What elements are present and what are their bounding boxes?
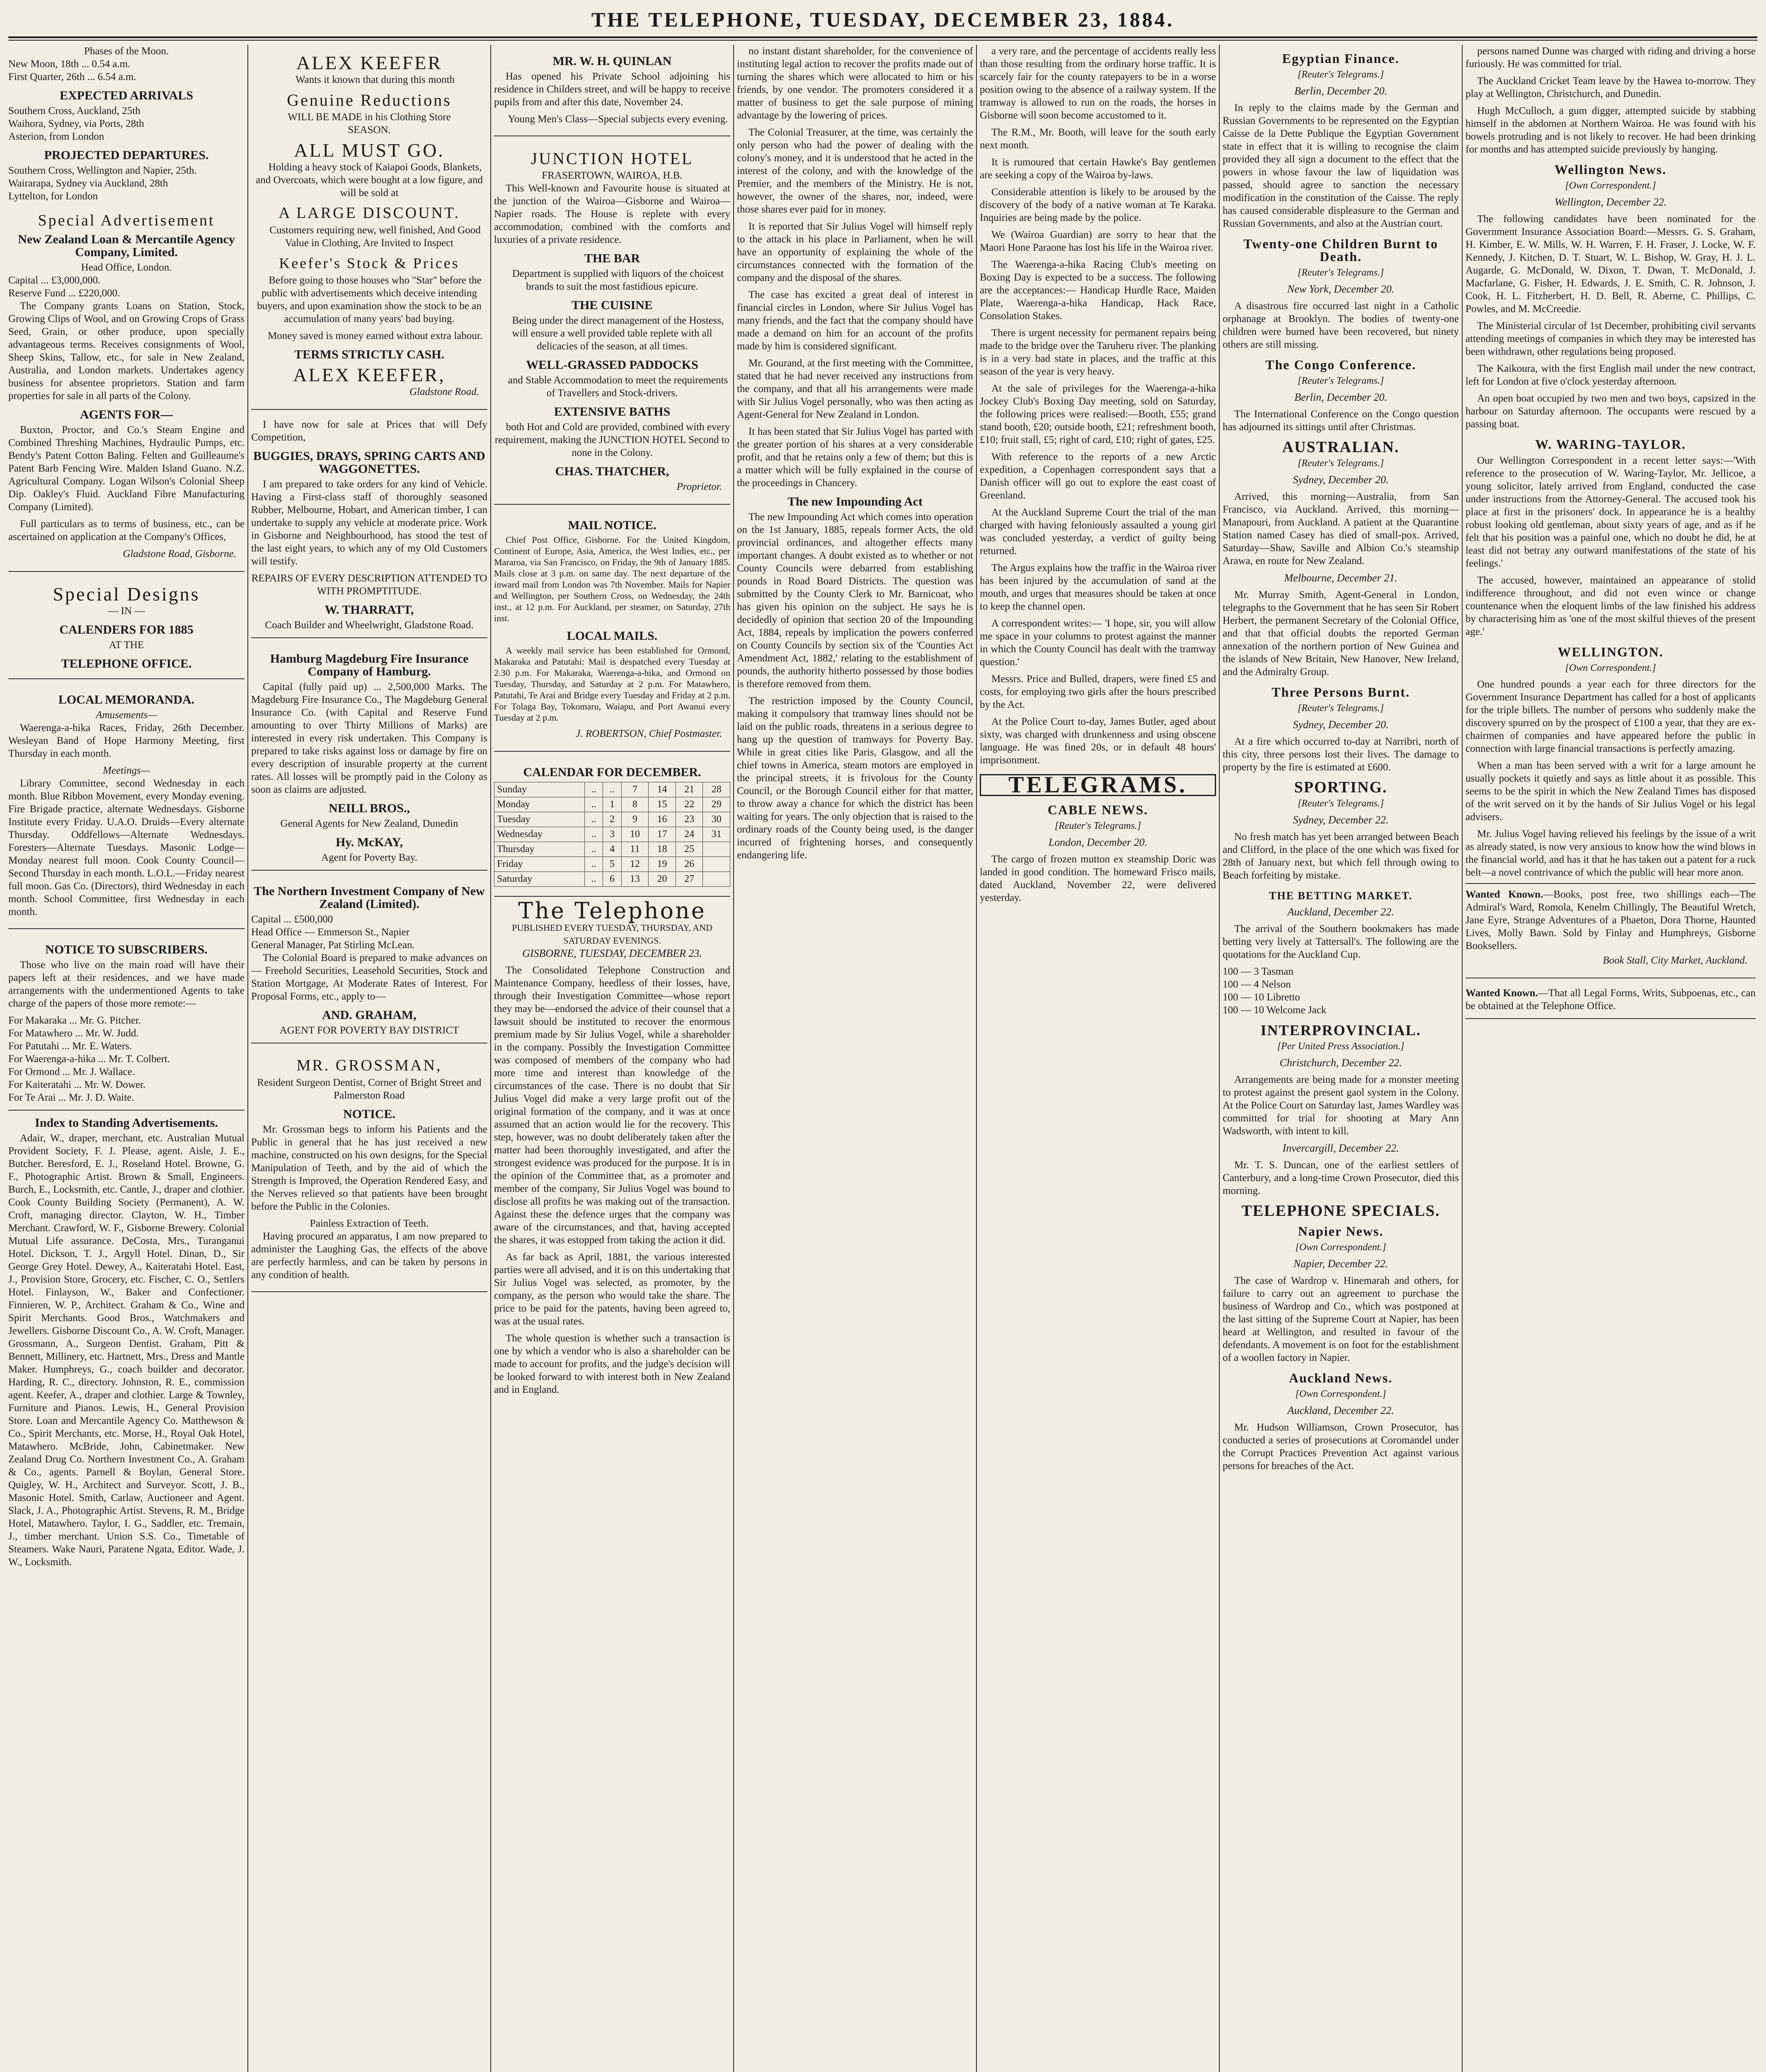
three-src: [Reuter's Telegrams.]: [1297, 703, 1384, 714]
painless-body: Having procured an apparatus, I am now prepared to administer the Laughing Gas, the effects of the above are perfectly harmless, and can be taken by persons in any condition of health.: [251, 1231, 487, 1280]
auck-date: Auckland, December 22.: [1287, 1404, 1394, 1416]
calendar-cell: ..: [585, 842, 603, 857]
article-p: The case has excited a great deal of interest in financial circles in London, where Sir Julius Vogel has many friends, and the fact that the company should have made a demand on him for an account of the profits made by him is considered significant.: [737, 289, 973, 352]
burn-body: A disastrous fire occurred last night in a Catholic orphanage at Brooklyn. The bodies of twenty-one children were burned have been recovered, but ninety others are still missing.: [1223, 300, 1459, 350]
calendar-cell: 15: [649, 797, 676, 812]
calendar-cell: ..: [585, 857, 603, 872]
egypt-title: Egyptian Finance.: [1282, 51, 1400, 66]
calendar-cell: 2: [603, 812, 621, 827]
wn-p: The following candidates have been nominated for the Government Insurance Association Board:—Messrs. G. S. Graham, H. Kimber, E. W. Mills, W. H. Warren, F. H. Fraser, J. Locke, W. F. Kennedy, J. Kitchen, D. T. Stuart, W. L. Bishop, W. Gray, H. J. L. Augarde, G. McDonald, W. Dixon, T. Dwan, T. McDonald, J. Macfarlane, G. Fisher, H. Edwards, J. E. Smith, C. R. Johnson, J. Cook, H. L. Fitzherbert, H. D. Bell, R. Aberne, C. Phillips, C. Powles, and M. McCreedie.: [1466, 213, 1756, 315]
news-p: With reference to the reports of a new Arctic expedition, a Copenhagen correspondent says that a Danish officer will go out to explore the east coast of Greenland.: [980, 451, 1216, 501]
calendar-cell: 19: [649, 857, 676, 872]
news-p: Considerable attention is likely to be aroused by the discovery of the body of a native woman at Te Karaka. Inquiries are being made by the police.: [980, 186, 1216, 223]
betting-item: 100 — 4 Nelson: [1223, 979, 1291, 990]
news-p: Hugh McCulloch, a gum digger, attempted suicide by stabbing himself in the abdomen at Northern Wairoa. He was found with his bowels protruding and is not likely to recover. He had been drinking for months and has attempted suicide previously by hanging.: [1466, 105, 1756, 155]
wt-p: The accused, however, maintained an appearance of stolid indifference throughout, and did not even wince or change countenance when the eloquent limbs of the law finished his address by characterising him as 'one of the most skilful thieves of the present age.': [1466, 575, 1756, 637]
terms: TERMS STRICTLY CASH.: [294, 348, 445, 361]
subs-body: Those who live on the main road will have their papers left at their residences, and we have made arrangements with the undermentioned Agents to take charge of the papers of those more remote:—: [8, 959, 245, 1009]
telephone-title: The Telephone: [518, 898, 706, 924]
news-p: a very rare, and the percentage of accidents really less than those resulting from the ordinary horse traffic. It is scarcely fair for the county ratepayers to be in a worse position owing to the absence of a railway system. If the tramway is allowed to run on the roads, the horses in Gisborne will soon become accustomed to it.: [980, 46, 1216, 121]
betting-date: Auckland, December 22.: [1287, 906, 1394, 918]
well-p: Mr. Julius Vogel having relieved his feelings by the issue of a writ as already stated, is now very anxious to know how the wind blows in the financial world, and has it that he has taken out a patent for a ruck belt—a novel contrivance of which the public will hear more anon.: [1466, 828, 1756, 878]
calendar-cell: ..: [585, 797, 603, 812]
article-p: The Colonial Treasurer, at the time, was certainly the only person who had the power of dealing with the colony's money, and it is understood that he acted in the interest of the colony, and with the knowledge of the Premier, and the members of the Ministry. He is not, however, the owner of the shares, nor, indeed, were those shares ever paid for in money.: [737, 127, 973, 215]
calendar-cell: 26: [676, 857, 703, 872]
column-1: [8, 45, 245, 2072]
auck-body: Mr. Hudson Williamson, Crown Prosecutor, has conducted a series of prosecutions at Coromandel under the Corrupt Practices Prevention Act against various persons for breaches of the Act.: [1223, 1422, 1459, 1472]
telephone-pub: PUBLISHED EVERY TUESDAY, THURSDAY, AND SATURDAY EVENINGS.: [512, 922, 712, 946]
mail-notice: [494, 509, 730, 752]
masthead-rule-thin: [8, 40, 1757, 41]
thatcher-role: Proprietor.: [676, 481, 722, 492]
sport-date: Sydney, December 22.: [1293, 814, 1389, 826]
inter-title: INTERPROVINCIAL.: [1260, 1022, 1421, 1038]
news-p: At the Police Court to-day, James Butler, aged about sixty, was charged with drunkenness and using obscene language. He was fined 20s, or in default 48 hours' imprisonment.: [980, 716, 1216, 766]
tharratt-role: Coach Builder and Wheelwright, Gladstone Road.: [265, 620, 474, 631]
wanted-title: Wanted Known.: [1466, 988, 1538, 999]
bar: THE BAR: [584, 252, 640, 265]
subs-agent: For Patutahi ... Mr. E. Waters.: [8, 1041, 132, 1052]
notice-body: Mr. Grossman begs to inform his Patients and the Public in general that he has just received a new machine, constructed on his own designs, for the Special Manipulation of Teeth, and by the aid of which the Strength is Improved, the Operation Rendered Easy, and the Nerves relieved so that patients have been brought before the Public in the Colonies.: [251, 1124, 487, 1212]
egypt-src: [Reuter's Telegrams.]: [1297, 69, 1384, 80]
calendar-cell: ..: [585, 782, 603, 797]
keefer-body: Wants it known that during this month: [295, 74, 455, 85]
calendar-cell: 29: [703, 797, 730, 812]
northern-body: The Colonial Board is prepared to make advances on— Freehold Securities, Leasehold Securities, Stock and Station Mortgage, At Moderate Rates of Interest. For Proposal Forms, etc., apply to—: [251, 952, 487, 1002]
memo-meet-body: Library Committee, second Wednesday in each month. Blue Ribbon Movement, every Monday evening. Fire Brigade practice, alternate Wednesdays. Gisborne Institute every Friday. U.A.O. Druids—Every alternate Thursday. Oddfellows—Alternate Wednesdays. Foresters—Alternate Tuesdays. Masonic Lodge—Monday nearest full moon. Cook County Council—Second Thursday in each month. L.O.L.—Friday nearest full moon. Gas Co. (Directors), third Wednesday in each month. School Committee, first Wednesday in each month.: [8, 778, 245, 917]
hamburg-body: Capital (fully paid up) ... 2,500,000 Marks. The Magdeburg Fire Insurance Co., The Magdeburg General Insurance Co. (with Capital and Reserve Fund amounting to over Thirty Millions of Marks) are interested in every risk undertaken. This Company is prepared to take risks against loss or damage by fire on every description of insurable property at the current rates. All losses will be promptly paid in the Colony as soon as claims are adjusted.: [251, 681, 487, 795]
news-p: persons named Dunne was charged with riding and driving a horse furiously. He was committed for trial.: [1466, 46, 1756, 70]
calendar-cell: 31: [703, 827, 730, 842]
local-mails-body: A weekly mail service has been established for Ormond, Makaraka and Patutahi: Mail is despatched every Tuesday at 2.30 p.m. For Makaraka, Waerenga-a-hika, and Ormond on Tuesday, Thursday, and Saturday at 2 p.m. For Matawhero, Patutahi, Te Arai and Bridge every Tuesday and Friday at 2 p.m. For Tolaga Bay, Tokomaru, Waiapu, and Port Awanui every Tuesday at 2 p.m.: [494, 645, 730, 723]
nz-loan-ad: [8, 203, 245, 572]
well-src: [Own Correspondent.]: [1565, 663, 1656, 673]
inverc-body: Mr. T. S. Duncan, one of the earliest settlers of Canterbury, and a long-time Crown Prosecutor, died this morning.: [1223, 1159, 1459, 1196]
column-3: [494, 45, 730, 2072]
calendar-cell: 22: [676, 797, 703, 812]
calendar-cell: 10: [621, 827, 649, 842]
stock-title: Keefer's Stock & Prices: [279, 255, 460, 271]
calendar-cell: 24: [676, 827, 703, 842]
calendar-day: Monday: [494, 797, 585, 812]
well-p: One hundred pounds a year each for three directors for the Government Insurance Department has called for a host of applicants for the triple billets. The number of persons who suddenly make the discovery spurred on by the prospect of £100 a year, that they are ex-chairmen of companies and have appeared before the public in connection with large financial transactions is perfectly amazing.: [1466, 679, 1756, 754]
inter-body: Arrangements are being made for a monster meeting to protest against the present gaol system in the Colony. At the Police Court on Saturday last, James Wardley was committed for trial for shooting at Mary Ann Wadsworth, with intent to kill.: [1223, 1074, 1459, 1137]
calendar-cell: 4: [603, 842, 621, 857]
calendar-day: Thursday: [494, 842, 585, 857]
news-p: Messrs. Price and Bulled, drapers, were fined £5 and costs, for employing two girls after the hours prescribed by the Act.: [980, 673, 1216, 710]
designs-title: Special Designs: [53, 583, 200, 605]
sport-body: No fresh match has yet been arranged between Beach and Clifford, in the place of the one which was fixed for 28th of January next, but which fell through owing to Beach forfeiting by mistake.: [1223, 831, 1459, 881]
betting-item: 100 — 10 Libretto: [1223, 992, 1300, 1003]
hamburg-title: Hamburg Magdeburg Fire Insurance Company of Hamburg.: [270, 652, 469, 678]
london-date: London, December 20.: [1048, 836, 1148, 848]
aus-date: Sydney, December 20.: [1293, 474, 1389, 486]
neill-role: General Agents for New Zealand, Dunedin: [280, 818, 458, 829]
northern-office: Head Office — Emmerson St., Napier: [251, 927, 410, 938]
calendar-cell: 17: [649, 827, 676, 842]
keefer-ad: [251, 45, 487, 410]
melb-date: Melbourne, December 21.: [1284, 572, 1398, 584]
grossman-ad: [251, 1048, 487, 1292]
northern-ad: [251, 875, 487, 1043]
calendar-day: Saturday: [494, 872, 585, 887]
calendar-cell: 7: [621, 782, 649, 797]
calendar-cell: 3: [603, 827, 621, 842]
cuisine: THE CUISINE: [572, 298, 653, 312]
keefer-title: ALEX KEEFER: [296, 52, 442, 73]
calendar-row: [494, 782, 730, 797]
news-p: It is rumoured that certain Hawke's Bay gentlemen are seeking a copy of the Wairoa by-laws.: [980, 157, 1216, 181]
keefer-made: WILL BE MADE in his Clothing Store: [288, 111, 451, 123]
calendar-cell: [703, 842, 730, 857]
calendar-cell: 16: [649, 812, 676, 827]
article-p: no instant distant shareholder, for the convenience of instituting legal action to recover the profits made out of turning the shares which were allocated to him or his friends, by one vendor. The promoters considered it a matter of business to get the sale purpose of mining advantage by the lowering of prices.: [737, 46, 973, 121]
alex-road: Gladstone Road.: [409, 386, 479, 397]
graham: AND. GRAHAM,: [322, 1008, 417, 1022]
calendar-cell: [703, 872, 730, 887]
wt-p: Our Wellington Correspondent in a recent letter says:—'With reference to the prosecution of W. Waring-Taylor, Mr. Jellicoe, a young solicitor, lately arrived from England, conducted the case under instructions from the Attorney-General. The accused took his place at first in the prisoners' dock. In appearance he is a healthy robust looking old gentleman, about sixty years of age, and as if he felt that his position was a painful one, which no doubt he did, he at least did not betray any outward manifestations of the state of his feelings.': [1466, 455, 1756, 569]
nz-loan-title: New Zealand Loan & Mercantile Agency Company, Limited.: [18, 232, 235, 259]
northern-manager: General Manager, Pat Stirling McLean.: [251, 939, 415, 951]
grossman-role: Resident Surgeon Dentist, Corner of Bright Street and Palmerston Road: [257, 1077, 482, 1101]
alex-signature: ALEX KEEFER,: [293, 364, 446, 385]
specials-title: TELEPHONE SPECIALS.: [1241, 1202, 1440, 1220]
inverc-date: Invercargill, December 22.: [1282, 1142, 1399, 1154]
memo-meet-label: Meetings—: [103, 765, 150, 776]
napier-title: Napier News.: [1298, 1224, 1384, 1239]
tharratt-ad: [251, 414, 487, 638]
junction-loc: FRASERTOWN, WAIROA, H.B.: [542, 170, 683, 181]
calendar-cell: 21: [676, 782, 703, 797]
inter-src: [Per United Press Association.]: [1277, 1041, 1405, 1052]
wn-date: Wellington, December 22.: [1554, 196, 1667, 208]
betting-item: 100 — 3 Tasman: [1223, 966, 1294, 977]
betting-list: [1223, 965, 1459, 1017]
telegrams-heading: TELEGRAMS.: [980, 774, 1216, 796]
repairs: REPAIRS OF EVERY DESCRIPTION ATTENDED TO WITH PROMPTITUDE.: [251, 573, 487, 597]
column-divider: [1219, 45, 1220, 2072]
local-mails-title: LOCAL MAILS.: [567, 629, 658, 643]
subs-title: NOTICE TO SUBSCRIBERS.: [45, 943, 208, 956]
auck-src: [Own Correspondent.]: [1295, 1389, 1386, 1399]
neill: NEILL BROS.,: [329, 801, 410, 815]
auck-title: Auckland News.: [1289, 1370, 1393, 1385]
restriction-body: The restriction imposed by the County Council, making it compulsory that tramway lines should not be laid on the public roads, threatens in a serious degree to hang up the question of tramways for Poverty Bay. While in great cities like Paris, Glasgow, and all the chief towns in America, steam motors are employed in the principal streets, it is frivolous for the County Council, or the Borough Council either for that matter, to throw away a chance for which the district has been waiting for years. The only objection that is raised to the ordinary roads of the County being used, is the danger incurred of frightening horses, and consequently endangering life.: [737, 695, 973, 861]
mckay-role: Agent for Poverty Bay.: [321, 852, 417, 863]
quinlan-note: Young Men's Class—Special subjects every evening.: [508, 114, 728, 125]
calendar-cell: ..: [585, 827, 603, 842]
napier-src: [Own Correspondent.]: [1295, 1242, 1386, 1253]
egypt-body: In reply to the claims made by the German and Russian Governments to be represented on the Egyptian Caisse de la Dette Publique the Egyptian Government state in effect that it is willing to recognise the claim provided they all sign a document to the effect that the powers in whose favour the law of liquidation was passed, should agree to sanction the necessary modification in the constitution of the Caisse. The reply has caused considerable displeasure to the German and Russian Governments, and also at the Austrian court.: [1223, 102, 1459, 229]
napier-date: Napier, December 22.: [1293, 1258, 1388, 1270]
prepared: I am prepared to take orders for any kind of Vehicle. Having a First-class staff of thoroughly seasoned Rubber, Melbourne, Hobart, and American timber, I can undertake to supply any vehicle at moderate price. Work in Gisborne and Neighbourhood, has stood the test of the last eight years, to which any of my Old Customers will testify.: [251, 479, 487, 567]
designs-office: TELEPHONE OFFICE.: [61, 657, 192, 670]
calendar-row: [494, 872, 730, 887]
wanted-body: —That all Legal Forms, Writs, Subpoenas, etc., can be obtained at the Telephone Office.: [1466, 988, 1756, 1012]
thatcher: CHAS. THATCHER,: [555, 465, 669, 478]
melb-body: Mr. Murray Smith, Agent-General in London, telegraphs to the Government that he has seen Sir Robert Herbert, the permanent Secretary of the Colonial Office, and that that official doubts the reported German annexation of the northern portion of New Guinea and the islands of New Britain, New Hanover, New Ireland, and the Admiralty Group.: [1223, 589, 1459, 678]
calendar-cell: 8: [621, 797, 649, 812]
calendar: [494, 756, 730, 897]
congo-title: The Congo Conference.: [1265, 357, 1417, 372]
telephone-date: GISBORNE, TUESDAY, DECEMBER 23.: [522, 947, 702, 959]
column-divider: [733, 45, 734, 2072]
wn-p: The Kaikoura, with the first English mail under the new contract, left for London at five o'clock yesterday afternoon.: [1466, 363, 1756, 387]
calendar-cell: 25: [676, 842, 703, 857]
aus-src: [Reuter's Telegrams.]: [1297, 458, 1384, 469]
hamburg-ad: [251, 642, 487, 871]
baths: EXTENSIVE BATHS: [554, 405, 671, 419]
northern-capital: Capital ... £500,000: [251, 914, 333, 925]
article-p: It has been stated that Sir Julius Vogel has parted with the greater portion of his shares at a very considerable profit, and that he retains only a few of them; but this is a matter which will be fully explained in the course of the proceedings in Chancery.: [737, 426, 973, 489]
column-6: [1223, 45, 1459, 2072]
customers: Customers requiring new, well finished, And Good Value in Clothing, Are Invited to Inspect: [269, 225, 481, 249]
news-p: The R.M., Mr. Booth, will leave for the south early next month.: [980, 127, 1216, 151]
well-p: When a man has been served with a writ for a large amount he usually pockets it quietly and says as little about it as possible. This seems to be the spirit in which the New Zealand Times has disposed of the writ served on it by the hands of Sir Julius Vogel or his legal advisers.: [1466, 760, 1756, 823]
nz-loan-capital: Capital ... £3,000,000.: [8, 275, 101, 286]
news-p: At the Auckland Supreme Court the trial of the man charged with having feloniously assaulted a young girl was concluded yesterday, a verdict of guilty being returned.: [980, 507, 1216, 557]
reuters-src: [Reuter's Telegrams.]: [1054, 821, 1141, 831]
article-p: Mr. Gourand, at the first meeting with the Committee, stated that he had never received any instructions from the company, and that all his arrangements were made with Sir Julius Vogel personally, who was then acting as Agent-General for New Zealand in London.: [737, 358, 973, 420]
article-p: It is reported that Sir Julius Vogel will himself reply to the attack in his place in Parliament, when he will have an opportunity of explaining the whole of the circumstances connected with the formation of the company and the disposal of the shares.: [737, 221, 973, 283]
paddocks-body: and Stable Accommodation to meet the requirements of Travellers and Stock-drivers.: [508, 375, 728, 399]
expected-item: Southern Cross, Auckland, 25th: [8, 105, 141, 116]
calendar-title: CALENDAR FOR DECEMBER.: [523, 765, 701, 779]
wanted-ad: [1466, 983, 1756, 1019]
mail-title: MAIL NOTICE.: [568, 518, 656, 532]
calendar-cell: 5: [603, 857, 621, 872]
news-p: We (Wairoa Guardian) are sorry to hear that the Maori Hone Paraone has lost his life in the Wairoa river.: [980, 229, 1216, 253]
calendar-day: Sunday: [494, 782, 585, 797]
quinlan-body: Has opened his Private School adjoining his residence in Childers street, and will be happy to receive pupils from and after this date, November 24.: [494, 71, 730, 108]
calendar-cell: 23: [676, 812, 703, 827]
wn-p: An open boat occupied by two men and two boys, capsized in the harbour on Saturday afternoon. The occupants were rescued by a passing boat.: [1466, 393, 1756, 430]
mckay: Hy. McKAY,: [336, 835, 403, 849]
column-divider: [1462, 45, 1463, 2072]
paddocks: WELL-GRASSED PADDOCKS: [526, 358, 698, 372]
calendar-cell: 13: [621, 872, 649, 887]
memo-amuse-body: Waerenga-a-hika Races, Friday, 26th December. Wesleyan Band of Hope Harmony Meeting, first Thursday in each month.: [8, 722, 245, 759]
tharratt: W. THARRATT,: [325, 603, 414, 617]
junction-title: JUNCTION HOTEL: [531, 149, 694, 168]
subs-agent: For Ormond ... Mr. J. Wallace.: [8, 1066, 135, 1077]
news-p: The Argus explains how the traffic in the Wairoa river has been injured by the accumulation of sand at the mouth, and urges that measures should be taken at once to keep the channel open.: [980, 562, 1216, 612]
subs-agent: For Makaraka ... Mr. G. Pitcher.: [8, 1015, 141, 1026]
subs-agent: For Te Arai ... Mr. J. D. Waite.: [8, 1092, 134, 1103]
column-5: [980, 45, 1216, 2072]
calendar-cell: ..: [585, 812, 603, 827]
nz-loan-office: Head Office, London.: [81, 262, 172, 273]
betting-item: 100 — 10 Welcome Jack: [1223, 1005, 1327, 1016]
expected-item: Waihora, Sydney, via Ports, 28th: [8, 118, 144, 129]
index-body: Adair, W., draper, merchant, etc. Australian Mutual Provident Society, F. J. Please, agent. Aisle, J. E., Butcher. Beresford, E. J., Roseland Hotel. Browne, G. F., Photographic Artist. Brown & Small, Engineers. Burch, E., Locksmith, etc. Cantle, J., draper and clothier. Cook County Building Society (Permanent), A. W. Croft, managing director. Clayton, W. H., Timber Merchant. Crawford, W. F., Gisborne Brewery. Colonial Mutual Life assurance. DeCosta, Mrs., Turanganui Hotel. Dickson, T. J., Argyll Hotel. Dinan, D., Sir George Grey Hotel. Dewey, A., Kaiteratahi Hotel. East, J., Provision Store, Grocery, etc. Fischer, C. O., Settlers Hotel. Finlayson, W., Baker and Confectioner. Finnieren, W. P., Architect. Graham & Co., Wine and Spirit Merchants. Good Bros., Watchmakers and Jewellers. Gisborne Discount Co., A. W. Croft, Manager. Grossmann, A., Surgeon Dentist. Graham, Pitt & Bennett, Millinery, etc. Hartnett, Mrs., Dress and Mantle Maker. Humphreys, G., coach builder and decorator. Harding, R. C., directory. Johnston, R. E., commission agent. Keefer, A., draper and clothier. Large & Townley, Furniture and Pianos. Lewis, H., General Provision Store. Loan and Mercantile Agency Co. Matthewson & Co., Spirit Merchants, etc. Morse, H., Royal Oak Hotel, Matawhero. McBride, John, Cabinetmaker. New Zealand Drug Co. Northern Investment Co., A. Graham & Co., agents. Parnell & Boylan, General Store. Quigley, W. H., Architect and Surveyor. Scott, J. B., Masonic Hotel. Smith, Carlaw, Auctioneer and Agent. Slack, J. A., Photographic Artist. Stevens, R. M., Bridge Hotel, Matawhero. Taylor, I. G., Saddler, etc. Tremain, J., timber merchant. Union S.S. Co., Timetable of Steamers. Wake Nauri, Paratene Ngata, Editor. Wade, J. W., Locksmith.: [8, 1133, 245, 1568]
wn-title: Wellington News.: [1554, 162, 1667, 177]
calendar-day: Wednesday: [494, 827, 585, 842]
nz-loan-reserve: Reserve Fund ... £220,000.: [8, 288, 120, 299]
column-4: [737, 45, 973, 2072]
calendar-day: Tuesday: [494, 812, 585, 827]
subs-agent: For Matawhero ... Mr. W. Judd.: [8, 1028, 139, 1039]
wanted-title: Wanted Known.: [1466, 889, 1543, 900]
congo-body: The International Conference on the Congo question has adjourned its sittings until after Christmas.: [1223, 409, 1459, 433]
painless: Painless Extraction of Teeth.: [310, 1218, 429, 1229]
bar-body: Department is supplied with liquors of the choicest brands to suit the most fastidious epicure.: [512, 268, 724, 292]
subs-agent: For Waerenga-a-hika ... Mr. T. Colbert.: [8, 1053, 170, 1065]
burn-date: New York, December 20.: [1287, 283, 1395, 295]
calendar-cell: 18: [649, 842, 676, 857]
graham-role: AGENT FOR POVERTY BAY DISTRICT: [279, 1025, 459, 1036]
masthead-rule: [8, 36, 1757, 38]
column-7: [1466, 45, 1756, 2072]
napier-body: The case of Wardrop v. Hinemarah and others, for failure to carry out an agreement to purchase the business of Wardrop and Co., which was postponed at the last sitting of the Supreme Court at Napier, has been heard at Wellington, and resulted in favour of the defendants. A movement is on foot for the establishment of a woollen factory in Napier.: [1223, 1275, 1459, 1363]
calendar-cell: 30: [703, 812, 730, 827]
calendar-cell: 9: [621, 812, 649, 827]
northern-title: The Northern Investment Company of New Zealand (Limited).: [254, 884, 485, 911]
column-2: [251, 45, 487, 2072]
expected-title: EXPECTED ARRIVALS: [59, 89, 194, 102]
memo-amuse-label: Amusements—: [96, 709, 157, 721]
all-body: Holding a heavy stock of Kaiapoi Goods, Blankets, and Overcoats, which were bought at a low figure, and will be sold at: [256, 162, 483, 198]
nz-loan-footer: Full particulars as to terms of business, etc., can be ascertained on application at the Company's Offices,: [8, 518, 245, 542]
projected-item: Wairarapa, Sydney via Auckland, 28th: [8, 178, 168, 189]
memoranda: [8, 683, 245, 929]
keefer-genuine: Genuine Reductions: [287, 91, 452, 109]
all-must-go: ALL MUST GO.: [294, 140, 445, 161]
column-divider: [247, 45, 248, 2072]
nz-loan-body: The Company grants Loans on Station, Stock, Growing Clips of Wool, and on Growing Crops of Grass Seed, Grain, or other produce, upon specially advantageous terms. Receives consignments of Wool, Sheep Skins, Tallow, etc., for sale in New Zealand, Australia, and London markets. Undertakes agency business for absentee proprietors. Station and farm properties for sale in all parts of the Colony.: [8, 300, 245, 402]
betting-title: THE BETTING MARKET.: [1269, 890, 1412, 902]
wn-p: The Ministerial circular of 1st December, prohibiting civil servants attending meetings of companies in which they may be interested has been withdrawn, other regulations being proposed.: [1466, 320, 1756, 357]
column-divider: [976, 45, 977, 2072]
stock-body: Before going to those houses who "Star" before the public with advertisements which deceive intending buyers, and upon examination show the stock to be an accumulation of many years' bad buying.: [257, 275, 482, 324]
calendar-cell: 27: [676, 872, 703, 887]
three-date: Sydney, December 20.: [1293, 719, 1389, 731]
calendar-cell: ..: [585, 872, 603, 887]
money-saved: Money saved is money earned without extra labour.: [268, 330, 482, 341]
aus-title: AUSTRALIAN.: [1282, 438, 1400, 456]
index-title: Index to Standing Advertisements.: [35, 1116, 218, 1130]
three-body: At a fire which occurred to-day at Narribri, north of this city, three persons lost their lives. The damage to property by the fire is estimated at £600.: [1223, 736, 1459, 773]
betting-body: The arrival of the Southern bookmakers has made betting very lively at Tattersall's. The following are the quotations for the Auckland Cup.: [1223, 923, 1459, 960]
junction-ad: [494, 140, 730, 505]
leader-p2: As far back as April, 1881, the various interested parties were all advised, and it is on this undertaking that Sir Julius Vogel was selected, as promoter, by the company, as the person who would take the share. The price to be paid for the patents, having been agreed to, was at the usual rates.: [494, 1251, 730, 1327]
calendar-cell: [703, 857, 730, 872]
news-p: At the sale of privileges for the Waerenga-a-hika Jockey Club's Boxing Day meeting, sold on Saturday, the following prices were realised:—Booth, £55; grand stand booth, £20; outside booth, £21; refreshment booth, £10; fruit stall, £5; right of card, £10; right of gates, £25.: [980, 383, 1216, 445]
projected-item: Lyttelton, for London: [8, 191, 98, 202]
sport-title: SPORTING.: [1294, 779, 1388, 796]
masthead: THE TELEPHONE, TUESDAY, DECEMBER 23, 1884.: [591, 8, 1175, 31]
wanted-body: —Books, post free, two shillings each—The Admiral's Ward, Romola, Kenelm Chillingly, The Beautiful Wretch, Jane Eyre, Strange Adventures of a Phaeton, Dora Thorne, Haunted Lives, Molly Bawn. Sold by Finlay and Humphreys, Gisborne Booksellers.: [1466, 889, 1756, 951]
subs-agent: For Kaiteratahi ... Mr. W. Dower.: [8, 1079, 146, 1090]
projected-title: PROJECTED DEPARTURES.: [44, 148, 209, 162]
news-p: There is urgent necessity for permanent repairs being made to the bridge over the Taruheru river. The planking is in a very bad state in places, and the traffic at this season of the year is very heavy.: [980, 327, 1216, 377]
keefer-season: SEASON.: [348, 124, 391, 136]
calendar-cell: 14: [649, 782, 676, 797]
notice-title: NOTICE.: [343, 1107, 395, 1121]
designs-in: — IN —: [108, 605, 145, 617]
moon-title: Phases of the Moon.: [84, 46, 169, 57]
leader-p1: The Consolidated Telephone Construction and Maintenance Company, heedless of their losses, have, through their Investigation Committee—whose report they may be—endorsed the advice of their counsel that a lawsuit should be instituted to recover the enormous premium made by Sir Julius Vogel, while a shareholder in the company. Possibly the Investigation Committee was composed of members of the company who had more time and interest than knowledge of the circumstances of the case. There is no doubt that Sir Julius Vogel did make a very large profit out of the original formation of the company, and it was at once assumed that an action would lie for the recovery. This step, however, was no doubt deliberately taken after the matter had been thoroughly investigated, and after the strongest evidence was produced for the purpose. It is in the opinion of the Committee that, as a promoter and member of the company, Sir Julius Vogel was bound to disclose all profits he was making out of the transaction. Against these the defence urges that the company was aware of the circumstances, and that, having accepted the shares, it was estopped from taking the action it did.: [494, 965, 730, 1246]
wn-src: [Own Correspondent.]: [1565, 180, 1656, 191]
calendar-day: Friday: [494, 857, 585, 872]
calendar-cell: ..: [603, 782, 621, 797]
designs-cal: CALENDERS FOR 1885: [59, 623, 194, 637]
nz-loan-agents-title: AGENTS FOR—: [80, 408, 173, 421]
subscribers-notice: [8, 933, 245, 1111]
mail-body: Chief Post Office, Gisborne. For the United Kingdom, Continent of Europe, Asia, America, the West Indies, etc., per Mararoa, via San Francisco, on Friday, the 9th of January 1885. Mails close at 3 p.m. on same day. The next departure of the inward mail from London was 7th November. Mails for Napier and Wellington, per Southern Cross, on Wednesday, the 24th inst., at 12 p.m. For Auckland, per steamer, on Saturday, 27th inst.: [494, 535, 730, 623]
news-p: The Auckland Cricket Team leave by the Hawea to-morrow. They play at Wellington, Christchurch, and Dunedin.: [1466, 75, 1756, 99]
aus-body: Arrived, this morning—Australia, from San Francisco, via Auckland. Arrived, this morning—Manapouri, from Auckland. A patient at the Quarantine Station named Casey has died of small-pox. Arrived, Saturday—Shaw, Saville and Albion Co.'s steamship Arawa, en route for New Zealand.: [1223, 491, 1459, 566]
calendar-row: [494, 857, 730, 872]
wanted-ad: [1466, 883, 1756, 978]
three-title: Three Persons Burnt.: [1272, 685, 1410, 700]
designs-at: AT THE: [109, 639, 144, 651]
calendar-cell: 1: [603, 797, 621, 812]
calendar-cell: 28: [703, 782, 730, 797]
quinlan-title: MR. W. H. QUINLAN: [552, 54, 672, 68]
well-title: WELLINGTON.: [1558, 644, 1664, 659]
special-title: Special Advertisement: [38, 212, 215, 229]
nz-loan-address: Gladstone Road, Gisborne.: [123, 548, 236, 559]
wanted-sig: Book Stall, City Market, Auckland.: [1603, 955, 1747, 966]
grossman: MR. GROSSMAN,: [296, 1057, 442, 1074]
inter-date: Christchurch, December 22.: [1279, 1057, 1402, 1069]
impound-title: The new Impounding Act: [787, 495, 923, 508]
calendar-row: [494, 812, 730, 827]
prices-body: I have now for sale at Prices that will Defy Competition,: [251, 419, 487, 443]
quinlan-ad: [494, 45, 730, 136]
calendar-cell: 11: [621, 842, 649, 857]
burn-title: Twenty-one Children Burnt to Death.: [1243, 236, 1438, 264]
buggies: BUGGIES, DRAYS, SPRING CARTS AND WAGGONETTES.: [253, 449, 485, 476]
calendar-row: [494, 827, 730, 842]
baths-body: both Hot and Cold are provided, combined with every requirement, making the JUNCTION HOTEL Second to none in the Colony.: [494, 421, 730, 458]
news-p: The Waerenga-a-hika Racing Club's meeting on Boxing Day is expected to be a success. The following are the acceptances:— Handicap Hurdle Race, Maiden Plate, Waerenga-a-hika Handicap, Hack Race, Consolation Stakes.: [980, 259, 1216, 322]
calendar-table: [494, 782, 730, 887]
designs-ad: [8, 576, 245, 679]
cable-news: CABLE NEWS.: [1047, 802, 1148, 817]
memo-title: LOCAL MEMORANDA.: [58, 693, 195, 707]
london-body: The cargo of frozen mutton ex steamship Doric was landed in good condition. The homeward Frisco mails, dated Auckland, November 22, were delivered yesterday.: [980, 854, 1216, 903]
postmaster: J. ROBERTSON, Chief Postmaster.: [576, 728, 722, 739]
projected-item: Southern Cross, Wellington and Napier, 25th.: [8, 165, 197, 176]
column-divider: [490, 45, 491, 2072]
calendar-cell: 12: [621, 857, 649, 872]
calendar-cell: 20: [649, 872, 676, 887]
congo-src: [Reuter's Telegrams.]: [1297, 375, 1384, 386]
wt-title: W. WARING-TAYLOR.: [1535, 437, 1686, 452]
cuisine-body: Being under the direct management of the Hostess, will ensure a well provided table replete with all delicacies of the season, at all times.: [512, 315, 724, 352]
egypt-date: Berlin, December 20.: [1294, 85, 1387, 97]
impound-body: The new Impounding Act which comes into operation on the 1st January, 1885, repeals former Acts, the old provincial ordinances, and altogether effects many important changes. A doubt existed as to whether or not County Councils were debarred from establishing pounds in Road Board Districts. The question was submitted by the County Clerk to Mr. Barnicoat, who has given his opinion on the subject. He says he is decidedly of opinion that section 20 of the Impounding Act, 1884, repeals by implication the powers conferred on County Councils by section six of the 'Counties Act Amendment Act, 1882,' relating to the establishment of pounds, the authority hitherto possessed by those bodies is therefore removed from them.: [737, 511, 973, 690]
nz-loan-agents: Buxton, Proctor, and Co.'s Steam Engine and Combined Threshing Machines, Hydraulic Pumps, etc. Bendy's Patent Cotton Baling. Felten and Guilleaume's Patent Barb Fencing Wire. Malden Island Guano. N.Z. Agricultural Company. Logan Wilson's Colonial Sheep Dip. Oakley's Fluid. Auckland Fibre Manufacturing Company (Limited).: [8, 424, 245, 513]
sport-src: [Reuter's Telegrams.]: [1297, 798, 1384, 809]
moon-line: New Moon, 18th ... 0.54 a.m.: [8, 58, 131, 70]
expected-item: Asterion, from London: [8, 131, 104, 142]
junction-body: This Well-known and Favourite house is situated at the junction of the Wairoa—Gisborne and Wairoa—Napier roads. The House is replete with every accommodation, combined with the comforts and luxuries of a private residence.: [494, 183, 730, 245]
large-discount: A LARGE DISCOUNT.: [279, 204, 460, 222]
calendar-row: [494, 797, 730, 812]
news-p: A correspondent writes:— 'I hope, sir, you will allow me space in your columns to protest against the manner in which the County Council has dealt with the tramway question.': [980, 618, 1216, 668]
calendar-cell: 6: [603, 872, 621, 887]
congo-date: Berlin, December 20.: [1294, 391, 1387, 403]
burn-src: [Reuter's Telegrams.]: [1297, 267, 1384, 278]
leader-p3: The whole question is whether such a transaction is one by which a vendor who is also a shareholder can be made to account for profits, and the judge's decision will be looked forward to with interest both in New Zealand and in England.: [494, 1333, 730, 1395]
moon-line: First Quarter, 26th ... 6.54 a.m.: [8, 71, 136, 82]
calendar-row: [494, 842, 730, 857]
